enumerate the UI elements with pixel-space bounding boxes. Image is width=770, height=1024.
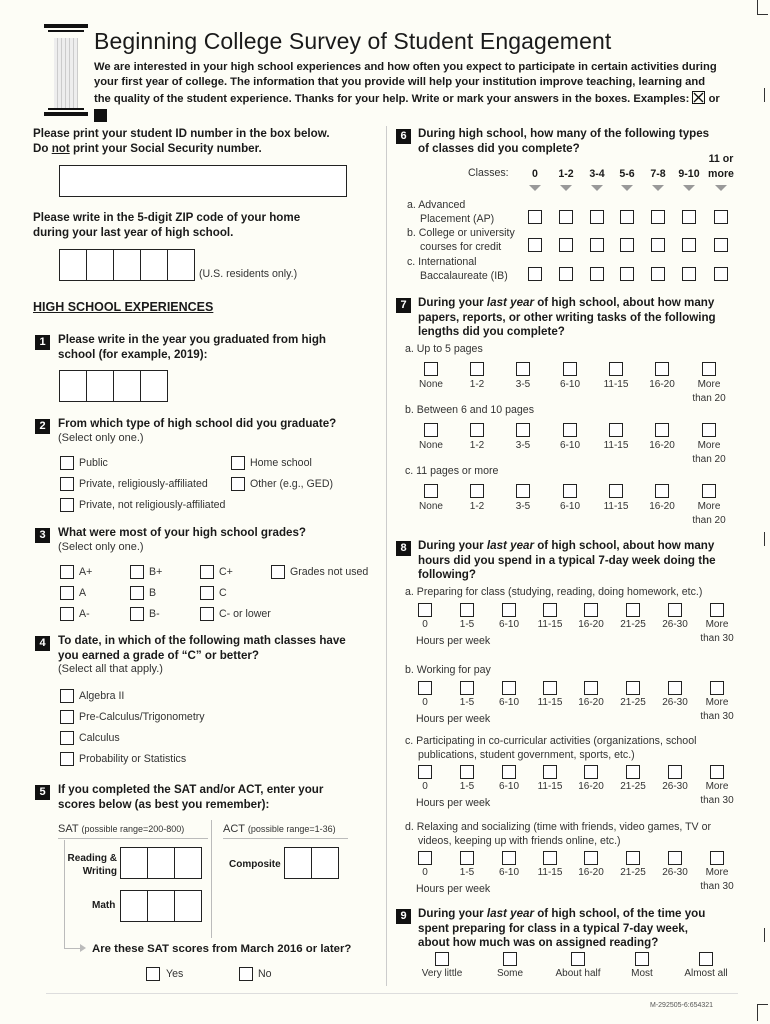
grade-label: C+ bbox=[219, 566, 233, 578]
triangle-down-icon bbox=[621, 185, 633, 191]
hs-type-home-checkbox[interactable] bbox=[231, 456, 245, 470]
hours-checkbox[interactable] bbox=[543, 681, 557, 695]
sat-heading: SAT (possible range=200-800) bbox=[58, 823, 185, 835]
reading-amount-checkbox[interactable] bbox=[435, 952, 449, 966]
col-header: 7-8 bbox=[650, 168, 666, 180]
scale-label: than 30 bbox=[700, 633, 734, 644]
scale-label: 0 bbox=[422, 619, 428, 630]
registration-mark-icon bbox=[757, 0, 768, 15]
question-1-text: Please write in the year you graduated from high school (for example, 2019): bbox=[58, 333, 327, 361]
grade-label: A bbox=[79, 587, 87, 599]
sat-date-yes-checkbox[interactable] bbox=[146, 967, 160, 981]
question-8-number: 8 bbox=[396, 541, 411, 556]
writing-length-label: b. Between 6 and 10 pages bbox=[405, 404, 534, 416]
hours-checkbox[interactable] bbox=[460, 765, 474, 779]
scale-label: 1-2 bbox=[469, 501, 485, 512]
writing-count-checkbox[interactable] bbox=[655, 362, 669, 376]
crosshair-icon bbox=[764, 88, 765, 102]
scale-label: 0 bbox=[422, 781, 428, 792]
grade-c-checkbox[interactable] bbox=[200, 586, 214, 600]
question-3-number: 3 bbox=[35, 528, 50, 543]
scale-label: 26-30 bbox=[662, 697, 688, 708]
class-count-checkbox[interactable] bbox=[590, 210, 604, 224]
class-count-checkbox[interactable] bbox=[559, 210, 573, 224]
scale-label: 11-15 bbox=[603, 501, 629, 512]
grade-label: Grades not used bbox=[290, 566, 369, 578]
hours-checkbox[interactable] bbox=[710, 851, 724, 865]
writing-count-checkbox[interactable] bbox=[424, 423, 438, 437]
graduation-year-boxes[interactable] bbox=[59, 370, 168, 402]
class-count-checkbox[interactable] bbox=[590, 267, 604, 281]
question-3-text: What were most of your high school grades? (Select only one.) bbox=[58, 526, 307, 553]
grade-a-checkbox[interactable] bbox=[60, 586, 74, 600]
scale-label: 21-25 bbox=[620, 867, 646, 878]
act-composite-boxes[interactable] bbox=[284, 847, 339, 879]
class-type-label: b. College or university bbox=[407, 227, 515, 239]
hours-checkbox[interactable] bbox=[460, 603, 474, 617]
hours-checkbox[interactable] bbox=[668, 851, 682, 865]
col-header: 5-6 bbox=[619, 168, 635, 180]
scale-label: Most bbox=[631, 968, 653, 979]
crosshair-icon bbox=[764, 532, 765, 546]
scale-label: than 20 bbox=[692, 515, 726, 526]
hours-per-week-label: Hours per week bbox=[416, 883, 491, 895]
sat-reading-writing-boxes[interactable] bbox=[120, 847, 202, 879]
writing-count-checkbox[interactable] bbox=[609, 484, 623, 498]
triangle-down-icon bbox=[715, 185, 727, 191]
scale-label: 6-10 bbox=[559, 379, 580, 390]
nsse-logo bbox=[44, 24, 88, 116]
writing-length-label: c. 11 pages or more bbox=[405, 465, 499, 477]
hours-checkbox[interactable] bbox=[584, 681, 598, 695]
scale-label: 6-10 bbox=[498, 867, 519, 878]
question-4-number: 4 bbox=[35, 636, 50, 651]
hours-checkbox[interactable] bbox=[668, 603, 682, 617]
hours-checkbox[interactable] bbox=[502, 851, 516, 865]
zip-code-boxes[interactable] bbox=[59, 249, 195, 281]
class-count-checkbox[interactable] bbox=[620, 267, 634, 281]
activity-label: videos, keeping up with friends online, etc.) bbox=[418, 835, 621, 847]
scale-label: More bbox=[697, 379, 721, 390]
class-count-checkbox[interactable] bbox=[528, 267, 542, 281]
hours-checkbox[interactable] bbox=[502, 681, 516, 695]
hs-type-private-nonreligious-label: Private, not religiously-affiliated bbox=[79, 499, 226, 511]
act-heading: ACT (possible range=1-36) bbox=[223, 823, 336, 835]
hours-checkbox[interactable] bbox=[710, 603, 724, 617]
scale-label: 6-10 bbox=[498, 619, 519, 630]
writing-count-checkbox[interactable] bbox=[424, 362, 438, 376]
grade-label: C bbox=[219, 587, 227, 599]
activity-label: publications, student government, sports, etc.) bbox=[418, 749, 635, 761]
hours-per-week-label: Hours per week bbox=[416, 797, 491, 809]
grade-c-plus-checkbox[interactable] bbox=[200, 565, 214, 579]
math-option-label: Pre-Calculus/Trigonometry bbox=[79, 711, 205, 723]
grade-a-plus-checkbox[interactable] bbox=[60, 565, 74, 579]
writing-count-checkbox[interactable] bbox=[516, 423, 530, 437]
class-type-label: c. International bbox=[407, 256, 477, 268]
scale-label: 11-15 bbox=[537, 867, 563, 878]
scale-label: 6-10 bbox=[559, 440, 580, 451]
reading-writing-label: Reading & Writing bbox=[67, 853, 117, 877]
triangle-down-icon bbox=[529, 185, 541, 191]
class-count-checkbox[interactable] bbox=[714, 238, 728, 252]
class-type-label: Baccalaureate (IB) bbox=[420, 270, 508, 282]
scale-label: than 20 bbox=[692, 454, 726, 465]
question-9-text: During your last year of high school, of the time you spent preparing for class in a typical 7-day week, about how much was on assigned reading? bbox=[418, 907, 706, 949]
class-count-checkbox[interactable] bbox=[682, 267, 696, 281]
reading-amount-checkbox[interactable] bbox=[699, 952, 713, 966]
col-header: 11 or bbox=[708, 153, 734, 165]
hours-checkbox[interactable] bbox=[543, 851, 557, 865]
question-7-number: 7 bbox=[396, 298, 411, 313]
intro-text: We are interested in your high school experiences and how often you expect to participate in certain activities during your first year of college. The information that you provide will help your institution improve teaching, learning and the quality of the student experience. Thanks for your help. Write or mark your answers in the boxes. Examples: or bbox=[94, 60, 724, 124]
math-calculus-checkbox[interactable] bbox=[60, 731, 74, 745]
question-9-number: 9 bbox=[396, 909, 411, 924]
hs-type-private-religious-label: Private, religiously-affiliated bbox=[79, 478, 208, 490]
grade-label: A+ bbox=[79, 566, 93, 578]
class-count-checkbox[interactable] bbox=[682, 238, 696, 252]
scale-label: 11-15 bbox=[603, 379, 629, 390]
section-heading-high-school: HIGH SCHOOL EXPERIENCES bbox=[33, 300, 214, 314]
scale-label: 1-5 bbox=[459, 781, 475, 792]
hours-checkbox[interactable] bbox=[502, 603, 516, 617]
writing-count-checkbox[interactable] bbox=[563, 362, 577, 376]
grade-label: B+ bbox=[149, 566, 163, 578]
question-6-text: During high school, how many of the following types of classes did you complete? bbox=[418, 127, 710, 155]
reading-amount-checkbox[interactable] bbox=[571, 952, 585, 966]
scale-label: 3-5 bbox=[515, 501, 531, 512]
scale-label: 26-30 bbox=[662, 619, 688, 630]
col-header: more bbox=[708, 168, 734, 180]
scale-label: Some bbox=[496, 968, 524, 979]
writing-count-checkbox[interactable] bbox=[702, 423, 716, 437]
writing-count-checkbox[interactable] bbox=[470, 362, 484, 376]
question-1-number: 1 bbox=[35, 335, 50, 350]
writing-count-checkbox[interactable] bbox=[655, 423, 669, 437]
class-count-checkbox[interactable] bbox=[682, 210, 696, 224]
activity-label: b. Working for pay bbox=[405, 664, 491, 676]
scale-label: More bbox=[697, 501, 721, 512]
sat-date-no-label: No bbox=[258, 968, 272, 980]
grade-label: B bbox=[149, 587, 157, 599]
triangle-down-icon bbox=[652, 185, 664, 191]
class-count-checkbox[interactable] bbox=[528, 210, 542, 224]
sat-math-boxes[interactable] bbox=[120, 890, 202, 922]
class-count-checkbox[interactable] bbox=[559, 238, 573, 252]
scale-label: 26-30 bbox=[662, 867, 688, 878]
question-2-number: 2 bbox=[35, 419, 50, 434]
page-title: Beginning College Survey of Student Engagement bbox=[94, 28, 612, 54]
writing-count-checkbox[interactable] bbox=[563, 423, 577, 437]
scale-label: 16-20 bbox=[578, 697, 604, 708]
scale-label: Almost all bbox=[684, 968, 728, 979]
scale-label: 21-25 bbox=[620, 619, 646, 630]
hours-checkbox[interactable] bbox=[626, 765, 640, 779]
hours-checkbox[interactable] bbox=[626, 681, 640, 695]
hs-type-public-checkbox[interactable] bbox=[60, 456, 74, 470]
hours-checkbox[interactable] bbox=[418, 681, 432, 695]
scale-label: 21-25 bbox=[620, 697, 646, 708]
activity-label: c. Participating in co-curricular activities (organizations, school bbox=[405, 735, 697, 747]
scale-label: 6-10 bbox=[498, 781, 519, 792]
writing-count-checkbox[interactable] bbox=[516, 362, 530, 376]
scale-label: 11-15 bbox=[603, 440, 629, 451]
hours-checkbox[interactable] bbox=[584, 765, 598, 779]
zip-instructions: Please write in the 5-digit ZIP code of your home during your last year of high school. bbox=[33, 211, 301, 239]
hours-checkbox[interactable] bbox=[460, 851, 474, 865]
triangle-down-icon bbox=[683, 185, 695, 191]
class-count-checkbox[interactable] bbox=[714, 267, 728, 281]
math-option-label: Calculus bbox=[79, 732, 120, 744]
math-score-label: Math bbox=[92, 900, 116, 911]
activity-label: a. Preparing for class (studying, reading, doing homework, etc.) bbox=[405, 586, 703, 598]
scale-label: None bbox=[419, 379, 443, 390]
scale-label: 16-20 bbox=[649, 501, 675, 512]
scale-label: than 20 bbox=[692, 393, 726, 404]
activity-label: d. Relaxing and socializing (time with friends, video games, TV or bbox=[405, 821, 711, 833]
scale-label: 0 bbox=[422, 697, 428, 708]
hours-checkbox[interactable] bbox=[710, 765, 724, 779]
student-id-box[interactable] bbox=[59, 165, 347, 197]
writing-count-checkbox[interactable] bbox=[609, 362, 623, 376]
classes-label: Classes: bbox=[468, 167, 509, 179]
hours-checkbox[interactable] bbox=[460, 681, 474, 695]
hs-type-other-checkbox[interactable] bbox=[231, 477, 245, 491]
class-type-label: a. Advanced bbox=[407, 199, 466, 211]
zip-note: (U.S. residents only.) bbox=[199, 268, 298, 280]
class-count-checkbox[interactable] bbox=[528, 238, 542, 252]
question-4-text: To date, in which of the following math classes have you earned a grade of “C” or better? (Select all that apply.) bbox=[58, 634, 346, 675]
question-2-text: From which type of high school did you graduate? (Select only one.) bbox=[58, 417, 337, 444]
grades-not-used-checkbox[interactable] bbox=[271, 565, 285, 579]
grade-label: B- bbox=[149, 608, 160, 620]
scale-label: than 30 bbox=[700, 795, 734, 806]
hours-checkbox[interactable] bbox=[584, 851, 598, 865]
sat-date-question: Are these SAT scores from March 2016 or later? bbox=[92, 943, 352, 955]
class-count-checkbox[interactable] bbox=[651, 267, 665, 281]
scale-label: More bbox=[705, 781, 729, 792]
writing-count-checkbox[interactable] bbox=[655, 484, 669, 498]
hs-type-home-label: Home school bbox=[250, 457, 312, 469]
math-option-label: Probability or Statistics bbox=[79, 753, 187, 765]
scale-label: 6-10 bbox=[498, 697, 519, 708]
hours-checkbox[interactable] bbox=[418, 603, 432, 617]
hours-checkbox[interactable] bbox=[710, 681, 724, 695]
hs-type-other-label: Other (e.g., GED) bbox=[250, 478, 334, 490]
math-option-label: Algebra II bbox=[79, 690, 125, 702]
writing-count-checkbox[interactable] bbox=[516, 484, 530, 498]
scale-label: 16-20 bbox=[578, 781, 604, 792]
scale-label: More bbox=[705, 867, 729, 878]
question-8-text: During your last year of high school, about how many hours did you spend in a typical 7-day week doing the following? bbox=[418, 539, 716, 581]
class-count-checkbox[interactable] bbox=[620, 238, 634, 252]
math-precalc-checkbox[interactable] bbox=[60, 710, 74, 724]
writing-length-label: a. Up to 5 pages bbox=[405, 343, 483, 355]
sat-date-yes-label: Yes bbox=[166, 968, 184, 980]
grade-b-minus-checkbox[interactable] bbox=[130, 607, 144, 621]
grade-c-minus-checkbox[interactable] bbox=[200, 607, 214, 621]
sat-date-no-checkbox[interactable] bbox=[239, 967, 253, 981]
writing-count-checkbox[interactable] bbox=[470, 484, 484, 498]
form-code: M-292505-6:654321 bbox=[650, 1002, 714, 1009]
math-stats-checkbox[interactable] bbox=[60, 752, 74, 766]
class-type-label: courses for credit bbox=[420, 241, 502, 253]
registration-mark-icon bbox=[757, 1004, 768, 1021]
hours-checkbox[interactable] bbox=[626, 851, 640, 865]
scale-label: 16-20 bbox=[578, 619, 604, 630]
hours-checkbox[interactable] bbox=[418, 765, 432, 779]
scale-label: 1-5 bbox=[459, 867, 475, 878]
triangle-down-icon bbox=[591, 185, 603, 191]
scale-label: than 30 bbox=[700, 711, 734, 722]
col-header: 0 bbox=[532, 168, 538, 180]
grade-b-checkbox[interactable] bbox=[130, 586, 144, 600]
hours-checkbox[interactable] bbox=[543, 603, 557, 617]
scale-label: About half bbox=[555, 968, 601, 979]
scale-label: 1-5 bbox=[459, 619, 475, 630]
writing-count-checkbox[interactable] bbox=[470, 423, 484, 437]
scale-label: 11-15 bbox=[537, 781, 563, 792]
class-count-checkbox[interactable] bbox=[651, 238, 665, 252]
hours-checkbox[interactable] bbox=[418, 851, 432, 865]
student-id-instructions: Please print your student ID number in the box below. Do not print your Social Security number. bbox=[33, 127, 330, 155]
scale-label: 1-2 bbox=[469, 440, 485, 451]
hours-per-week-label: Hours per week bbox=[416, 635, 491, 647]
reading-amount-checkbox[interactable] bbox=[503, 952, 517, 966]
class-count-checkbox[interactable] bbox=[590, 238, 604, 252]
scale-label: More bbox=[697, 440, 721, 451]
scale-label: 1-5 bbox=[459, 697, 475, 708]
class-count-checkbox[interactable] bbox=[714, 210, 728, 224]
col-header: 1-2 bbox=[558, 168, 574, 180]
question-6-number: 6 bbox=[396, 129, 411, 144]
math-algebra-checkbox[interactable] bbox=[60, 689, 74, 703]
grade-a-minus-checkbox[interactable] bbox=[60, 607, 74, 621]
class-count-checkbox[interactable] bbox=[651, 210, 665, 224]
hs-type-public-label: Public bbox=[79, 457, 108, 469]
hours-checkbox[interactable] bbox=[668, 765, 682, 779]
scale-label: 11-15 bbox=[537, 697, 563, 708]
scale-label: None bbox=[419, 501, 443, 512]
crosshair-icon bbox=[764, 928, 765, 942]
question-7-text: During your last year of high school, about how many papers, reports, or other writing tasks of the following lengths did you complete? bbox=[418, 296, 716, 338]
hours-checkbox[interactable] bbox=[502, 765, 516, 779]
hours-checkbox[interactable] bbox=[668, 681, 682, 695]
scale-label: 26-30 bbox=[662, 781, 688, 792]
writing-count-checkbox[interactable] bbox=[609, 423, 623, 437]
writing-count-checkbox[interactable] bbox=[424, 484, 438, 498]
hours-checkbox[interactable] bbox=[543, 765, 557, 779]
scale-label: None bbox=[419, 440, 443, 451]
col-header: 9-10 bbox=[678, 168, 700, 180]
scale-label: 21-25 bbox=[620, 781, 646, 792]
scale-label: than 30 bbox=[700, 881, 734, 892]
hs-type-private-nonreligious-checkbox[interactable] bbox=[60, 498, 74, 512]
hours-checkbox[interactable] bbox=[584, 603, 598, 617]
writing-count-checkbox[interactable] bbox=[563, 484, 577, 498]
scale-label: 1-2 bbox=[469, 379, 485, 390]
class-count-checkbox[interactable] bbox=[559, 267, 573, 281]
question-5-text: If you completed the SAT and/or ACT, enter your scores below (as best you remember): bbox=[58, 783, 324, 811]
triangle-down-icon bbox=[560, 185, 572, 191]
arrow-right-icon bbox=[80, 944, 86, 952]
scale-label: 0 bbox=[422, 867, 428, 878]
grade-b-plus-checkbox[interactable] bbox=[130, 565, 144, 579]
hs-type-private-religious-checkbox[interactable] bbox=[60, 477, 74, 491]
example-x-checkbox bbox=[692, 91, 705, 104]
hours-per-week-label: Hours per week bbox=[416, 713, 491, 725]
scale-label: 16-20 bbox=[578, 867, 604, 878]
grade-label: A- bbox=[79, 608, 90, 620]
question-5-number: 5 bbox=[35, 785, 50, 800]
scale-label: More bbox=[705, 697, 729, 708]
writing-count-checkbox[interactable] bbox=[702, 484, 716, 498]
class-count-checkbox[interactable] bbox=[620, 210, 634, 224]
scale-label: 3-5 bbox=[515, 440, 531, 451]
writing-count-checkbox[interactable] bbox=[702, 362, 716, 376]
col-header: 3-4 bbox=[589, 168, 605, 180]
grade-label: C- or lower bbox=[219, 608, 271, 620]
class-type-label: Placement (AP) bbox=[420, 213, 495, 225]
hours-checkbox[interactable] bbox=[626, 603, 640, 617]
scale-label: 6-10 bbox=[559, 501, 580, 512]
reading-amount-checkbox[interactable] bbox=[635, 952, 649, 966]
scale-label: 16-20 bbox=[649, 440, 675, 451]
scale-label: More bbox=[705, 619, 729, 630]
composite-label: Composite bbox=[229, 859, 281, 870]
scale-label: Very little bbox=[421, 968, 463, 979]
scale-label: 11-15 bbox=[537, 619, 563, 630]
scale-label: 16-20 bbox=[649, 379, 675, 390]
example-filled-checkbox bbox=[94, 109, 107, 122]
scale-label: 3-5 bbox=[515, 379, 531, 390]
